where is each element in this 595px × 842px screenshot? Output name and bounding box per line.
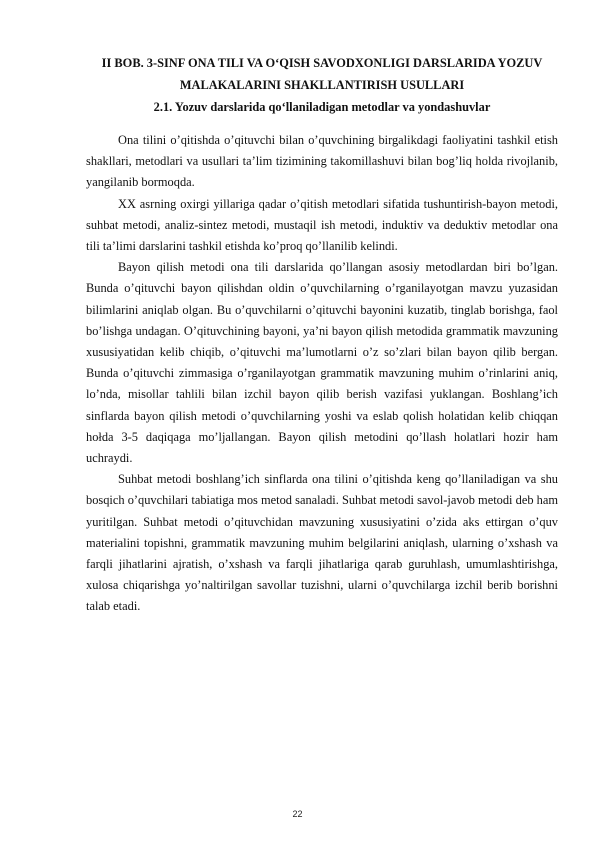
body-paragraph: Bayon qilish metodi ona tili darslarida qo’llangan asosiy metodlardan biri bo’lgan. Bunda o’qituvchi bayon qilishdan oldin o’quvchilarning o’rganilayotgan mavzu yuzasidan bilimlarini aniqlab olgan. Bu o’quvchilarni o’qituvchi bayonini kuzatib, tinglab borishga, faol bo’lishga undagan. O’qituvchining bayoni, ya’ni bayon qilish metodida grammatik mavzuning xususiyatidan kelib chiqib, o’qituvchi ma’lumotlarni o’z so’zlari bilan bayon qilib bergan. Bunda o’qituvchi zimmasiga o’rganilayotgan grammatik mavzuning muhim o’rinlarini aniq, lo’nda, misollar tahlili bilan izchil bayon qilib berish vazifasi yuklangan. Boshlang’ich sinflarda bayon qilish metodi o’quvchilarning yoshi va eslab qolish holatidan kelib chiqqan hołda 3-5 daqiqaga mo’ljallangan. Bayon qilish metodini qo’llash holatlari hozir ham uchraydi. [86,260,558,466]
body-paragraph: Ona tilini o’qitishda o’qituvchi bilan o’quvchining birgalikdagi faoliyatini tashkil etish shakllari, metodlari va usullari ta’lim tizimining takomillashuvi bilan bog’liq holda rivojlanib, yangilanib bormoqda. [86,133,558,190]
chapter-title: II BOB. 3-SINF ONA TILI VA O‘QISH SAVODXONLIGI DARSLARIDA YOZUV MALAKALARINI SHAKLLANTIRISH USULLARI [101,56,543,92]
page-number: 22 [292,809,303,819]
section-title: 2.1. Yozuv darslarida qo‘llaniladigan metodlar va yondashuvlar [153,100,491,114]
body-paragraph: XX asrning oxirgi yillariga qadar o’qitish metodlari sifatida tushuntirish-bayon metodi, suhbat metodi, analiz-sintez metodi, mustaqil ish metodi, induktiv va deduktiv metodlar ona tili ta’limi darslarini tashkil etishda ko’proq qo’llanilib kelindi. [86,196,558,254]
document-page [86,52,558,618]
body-paragraph: Suhbat metodi boshlang’ich sinflarda ona tilini o’qitishda keng qo’llaniladigan va shu bosqich o’quvchilari tabiatiga mos metod sanaladi. Suhbat metodi savol-javob metodi deb ham yuritilgan. Suhbat metodi o’qituvchidan mavzuning xususiyatini o’zida aks ettirgan o’quv materialini topishni, grammatik mavzuning muhim belgilarini aniqlash, ularning o’xshash va farqli jihatlarini ajratish, o’xshash va farqli jihatlariga qarab guruhlash, umumlashtirishga, xulosa chiqarishga yo’naltirilgan savollar tuzishni, ularni o’quvchilarga izchil berib borishni talab etadi. [86,472,558,614]
